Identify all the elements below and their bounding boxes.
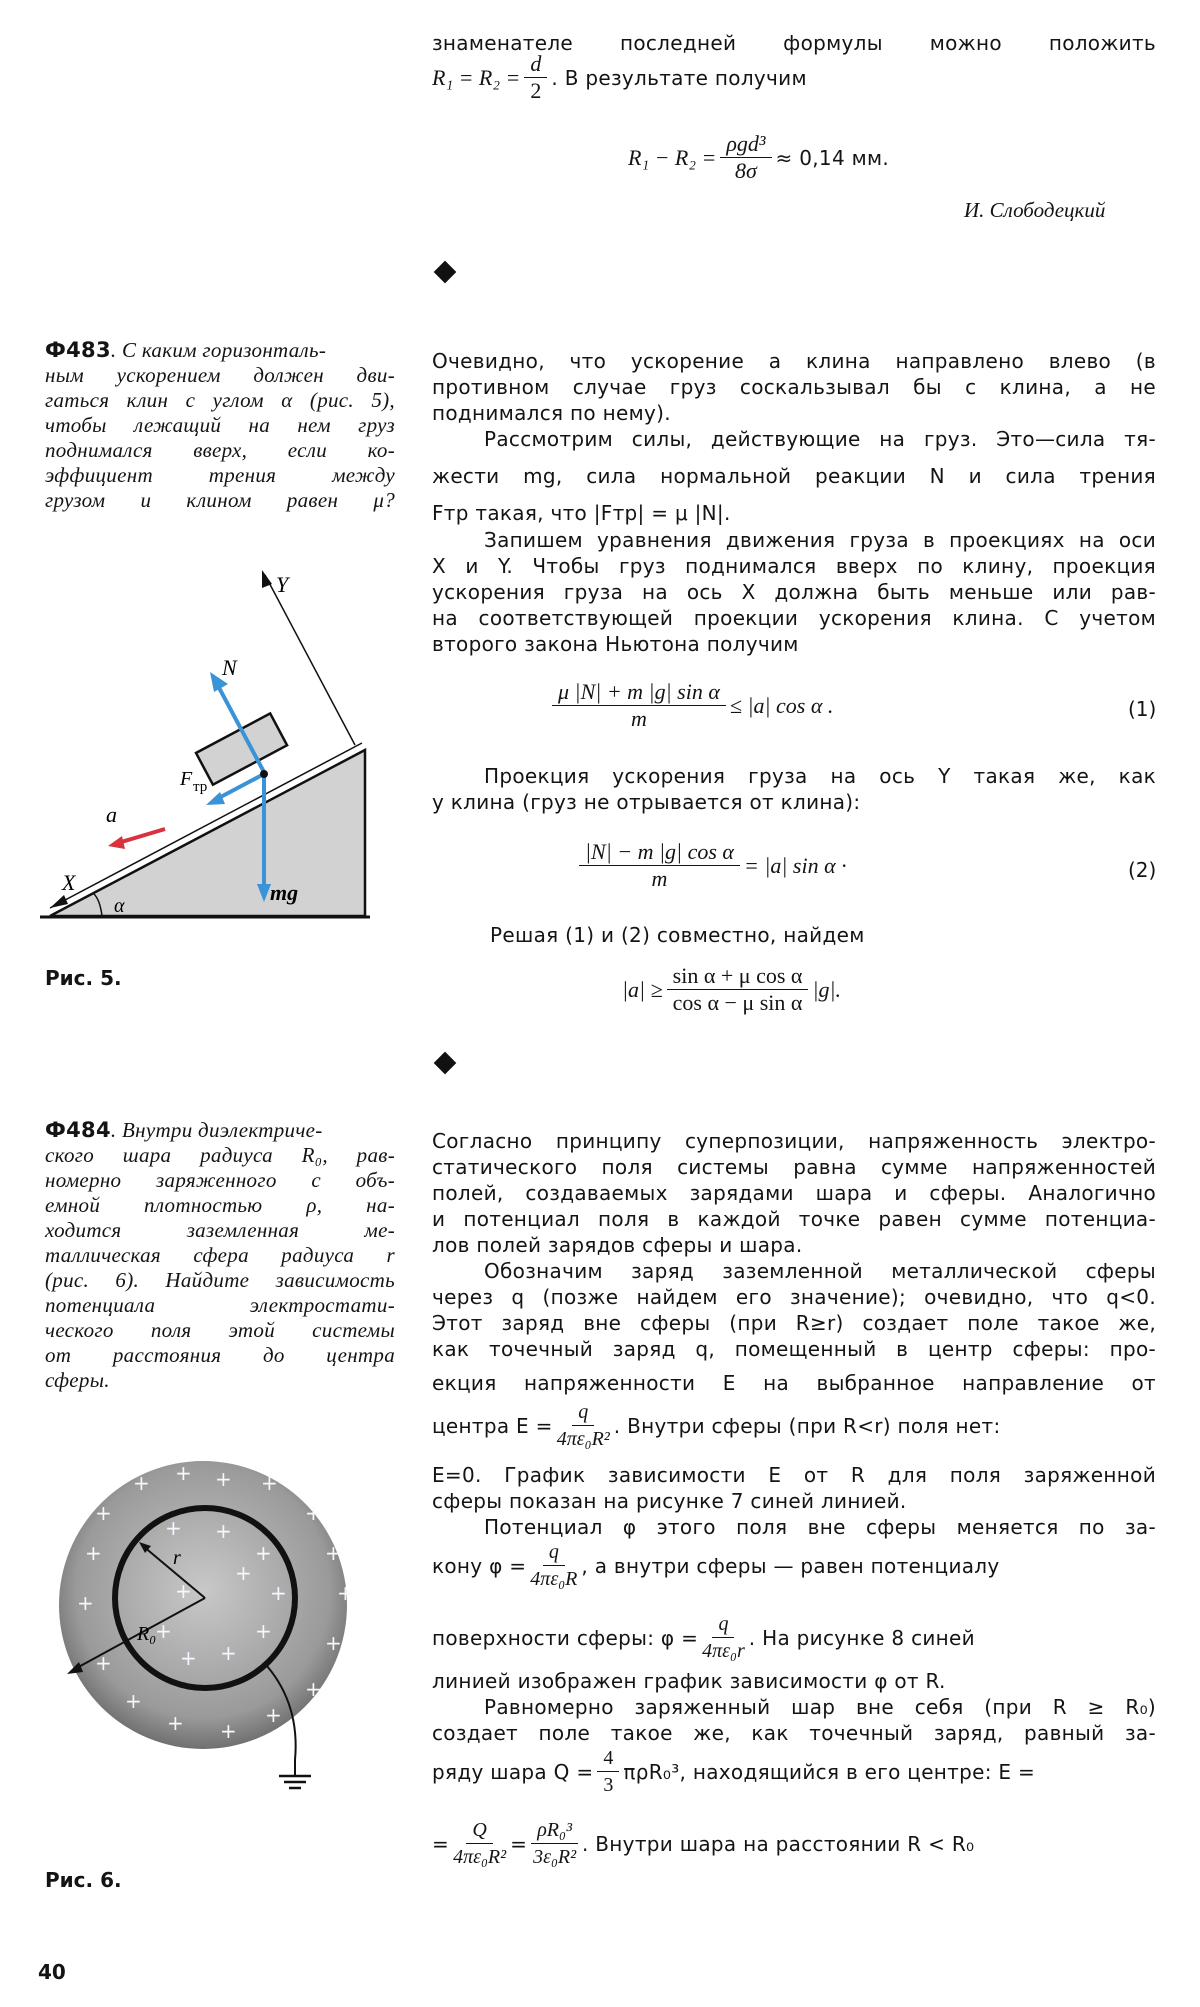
label-n: N — [222, 655, 237, 680]
plus-charge: + — [325, 1541, 342, 1565]
signature: И. Слободецкий — [964, 198, 1106, 222]
question-line: ным ускорением должен дви- — [45, 363, 395, 387]
page-number: 40 — [38, 1960, 66, 1984]
answer-484-line: Этот заряд вне сферы (при R≥r) создает поле такое же, — [432, 1311, 1156, 1335]
fraction-rhogd3: $\frac{\text{ρgd³}}{8\sigma}$ — [720, 132, 771, 183]
eq1-rhs: ≤ |a| cos α . — [729, 692, 834, 718]
question-line: номерно заряженного с объ- — [45, 1168, 395, 1192]
kon-post: , а внутри сферы — равен потенциалу — [581, 1553, 1000, 1578]
plus-charge: + — [255, 1619, 272, 1643]
answer-483-line: X и Y. Чтобы груз поднимался вверх по клину, проекция — [432, 554, 1156, 578]
question-line: (рис. 6). Найдите зависимость — [45, 1268, 395, 1292]
question-line: ского шара радиуса R₀, рав- — [45, 1143, 395, 1167]
zar-pre: ряду шара Q = — [432, 1759, 594, 1784]
question-line: гаться клин с углом α (рис. 5), — [45, 388, 395, 412]
question-line: сферы. — [45, 1368, 110, 1392]
zar-post: πρR₀³, находящийся в его центре: E = — [623, 1759, 1036, 1784]
answer-484-line: екция напряженности E на выбранное направление от — [432, 1371, 1156, 1395]
question-line: ческого поля этой системы — [45, 1318, 395, 1342]
answer-484-line: линией изображен график зависимости φ от R. — [432, 1669, 946, 1693]
kon-pre: кону φ = — [432, 1553, 527, 1578]
fraction-d-over-2: $\frac{d}{2}$ — [524, 52, 547, 103]
center-of-mass-dot — [260, 770, 268, 778]
answer-484-line: E=0. График зависимости E от R для поля заряженной — [432, 1463, 1156, 1487]
label-alpha: α — [114, 895, 125, 917]
plus-charge: + — [261, 1471, 278, 1495]
last-pre: = — [432, 1831, 450, 1856]
equation-1 — [548, 680, 833, 731]
question-line: Ф484. Внутри диэлектриче- — [45, 1118, 323, 1142]
eq2-rhs: = |a| sin α · — [743, 852, 847, 878]
equation-phi-surface — [432, 1612, 975, 1663]
zar-fraction: $\frac{4}{3}$ — [597, 1746, 619, 1797]
acceleration-arrow — [118, 829, 165, 843]
plus-charge: + — [215, 1467, 232, 1491]
top-line-1: знаменателе последней формулы можно положить — [432, 31, 1156, 55]
plus-charge: + — [305, 1677, 322, 1701]
result-rhs: |g|. — [812, 976, 842, 1002]
problem-483-question — [45, 338, 395, 513]
answer-483-line: поднимался по нему). — [432, 401, 671, 425]
plus-charge: + — [270, 1581, 287, 1605]
separator-diamond-2 — [434, 1052, 457, 1075]
problem-484-question — [45, 1118, 395, 1393]
center-fraction: $\frac{q}{\text{4πε₀R²}}$ — [556, 1401, 610, 1450]
answer-484-line: через q (позже найдем его значение); очевидно, что q<0. — [432, 1285, 1156, 1309]
last-fraction-2: $\frac{\text{ρR₀³}}{\text{3ε₀R²}}$ — [533, 1819, 577, 1868]
y-axis — [265, 575, 355, 745]
equation-1-number: (1) — [1128, 697, 1157, 721]
answer-483-line: Решая (1) и (2) совместно, найдем — [490, 923, 865, 947]
eq1-fraction: $\frac{\text{μ |N| + m |g| sin α}}{m}$ — [552, 680, 726, 731]
answer-483-line: Рассмотрим силы, действующие на груз. Это—сила тя- — [484, 427, 1156, 451]
eq-after: . В результате получим — [551, 65, 807, 90]
label-ftr: F — [180, 768, 193, 790]
center-pre: центра E = — [432, 1413, 553, 1438]
question-line: поднимался вверх, если ко- — [45, 438, 395, 462]
result-rhs: ≈ 0,14 мм. — [775, 145, 890, 170]
answer-484-line: сферы показан на рисунке 7 синей линией. — [432, 1489, 907, 1513]
plus-charge: + — [220, 1719, 237, 1743]
answer-483-line: Очевидно, что ускорение a клина направлено влево (в — [432, 349, 1156, 373]
plus-charge: + — [180, 1646, 197, 1670]
top-equation-result — [628, 132, 889, 183]
answer-484-line: лов полей зарядов сферы и шара. — [432, 1233, 803, 1257]
separator-diamond-1 — [434, 261, 457, 284]
question-line: чтобы лежащий на нем груз — [45, 413, 395, 437]
answer-483-line: второго закона Ньютона получим — [432, 632, 799, 656]
label-mg: mg — [270, 880, 299, 905]
answer-483-line: противном случае груз соскальзывал бы с клина, а не — [432, 375, 1156, 399]
last-eq: = — [510, 1831, 528, 1856]
plus-charge: + — [175, 1461, 192, 1485]
acceleration-arrowhead — [108, 836, 125, 849]
pov-pre: поверхности сферы: φ = — [432, 1625, 699, 1650]
question-line: Ф483. С каким горизонталь- — [45, 338, 327, 362]
question-line: потенциала электростати- — [45, 1293, 395, 1317]
plus-charge: + — [77, 1591, 94, 1615]
eq-lead: R₁ = R₂ = — [432, 64, 521, 90]
answer-484-line: создает поле такое же, как точечный заряд, равный за- — [432, 1721, 1156, 1745]
plus-charge: + — [255, 1541, 272, 1565]
label-ftr-sub: тр — [193, 779, 208, 795]
question-line: эффициент трения между — [45, 463, 395, 487]
label-r: r — [173, 1547, 181, 1569]
plus-charge: + — [175, 1579, 192, 1603]
question-line: от расстояния до центра — [45, 1343, 395, 1367]
top-equation-1 — [432, 52, 807, 103]
problem-label: Ф483 — [45, 338, 111, 362]
equation-center — [432, 1400, 1001, 1451]
pov-post: . На рисунке 8 синей — [748, 1625, 975, 1650]
result-lhs: R₁ − R₂ = — [628, 144, 717, 170]
plus-charge: + — [155, 1619, 172, 1643]
answer-484-line: статического поля системы равна сумме напряженностей — [432, 1155, 1156, 1179]
answer-483-line: жести mg, сила нормальной реакции N и сила трения — [432, 464, 1156, 488]
plus-charge: + — [165, 1516, 182, 1540]
eq2-fraction: $\frac{\text{|N| − m |g| cos α}}{m}$ — [579, 840, 740, 891]
answer-483-line: ускорения груза на ось X должна быть меньше или рав- — [432, 580, 1156, 604]
kon-fraction: $\frac{q}{\text{4πε₀R}}$ — [530, 1541, 578, 1590]
answer-484-line: как точечный заряд q, помещенный в центр сферы: про- — [432, 1337, 1156, 1361]
last-fraction-1: $\frac{Q}{\text{4πε₀R²}}$ — [453, 1819, 507, 1868]
plus-charge: + — [95, 1501, 112, 1525]
equation-2-number: (2) — [1128, 858, 1157, 882]
question-line: емной плотностью ρ, на- — [45, 1193, 395, 1217]
question-line: таллическая сфера радиуса r — [45, 1243, 395, 1267]
problem-label: Ф484 — [45, 1118, 111, 1142]
equation-charge — [432, 1746, 1035, 1797]
plus-charge: + — [337, 1581, 354, 1605]
equation-2 — [575, 840, 847, 891]
answer-484-line: полей, создаваемых зарядами шара и сферы. Аналогично — [432, 1181, 1156, 1205]
label-a: a — [106, 802, 117, 827]
plus-charge: + — [85, 1541, 102, 1565]
equation-phi-outside — [432, 1540, 1000, 1591]
plus-charge: + — [235, 1561, 252, 1585]
x-axis-arrow — [50, 895, 68, 908]
pov-fraction: $\frac{q}{\text{4πε₀r}}$ — [702, 1613, 745, 1662]
plus-charge: + — [95, 1651, 112, 1675]
result-lhs: |a| ≥ — [622, 976, 663, 1002]
answer-483-line: на соответствующей проекции ускорения клина. С учетом — [432, 606, 1156, 630]
figure-6-sphere — [55, 1460, 395, 1820]
question-line: ходится заземленная ме- — [45, 1218, 395, 1242]
plus-charge: + — [220, 1641, 237, 1665]
figure-5-wedge — [40, 560, 380, 920]
answer-484-line: Обозначим заряд заземленной металлической сферы — [484, 1259, 1156, 1283]
plus-charge: + — [133, 1471, 150, 1495]
plus-charge: + — [305, 1501, 322, 1525]
label-y: Y — [276, 572, 289, 597]
question-line: грузом и клином равен μ? — [45, 488, 395, 512]
label-x: X — [62, 870, 76, 895]
center-post: . Внутри сферы (при R<r) поля нет: — [613, 1413, 1001, 1438]
result-fraction: $\frac{\text{sin α + μ cos α}}{\text{cos α − μ sin α}}$ — [667, 964, 809, 1015]
plus-charge: + — [325, 1631, 342, 1655]
plus-charge: + — [215, 1519, 232, 1543]
answer-483-line: у клина (груз не отрывается от клина): — [432, 790, 861, 814]
plus-charge: + — [167, 1711, 184, 1735]
answer-483-line: Fтр такая, что |Fтр| = μ |N|. — [432, 501, 731, 525]
last-post: . Внутри шара на расстоянии R < R₀ — [581, 1831, 975, 1856]
equation-field — [432, 1818, 974, 1869]
label-r0: R₀ — [137, 1623, 157, 1645]
figure-5-caption: Рис. 5. — [45, 966, 122, 990]
answer-484-line: и потенциал поля в каждой точке равен сумме потенциа- — [432, 1207, 1156, 1231]
answer-484-line: Потенциал φ этого поля вне сферы меняется по за- — [484, 1515, 1156, 1539]
answer-483-line: Запишем уравнения движения груза в проекциях на оси — [484, 528, 1156, 552]
figure-6-caption: Рис. 6. — [45, 1868, 122, 1892]
answer-484-line: Согласно принципу суперпозиции, напряженность электро- — [432, 1129, 1156, 1153]
answer-484-line: Равномерно заряженный шар вне себя (при R ≥ R₀) — [484, 1695, 1156, 1719]
equation-result — [622, 964, 841, 1015]
load-block — [196, 713, 287, 784]
answer-483-line: Проекция ускорения груза на ось Y такая же, как — [484, 764, 1156, 788]
plus-charge: + — [265, 1703, 282, 1727]
plus-charge: + — [125, 1689, 142, 1713]
